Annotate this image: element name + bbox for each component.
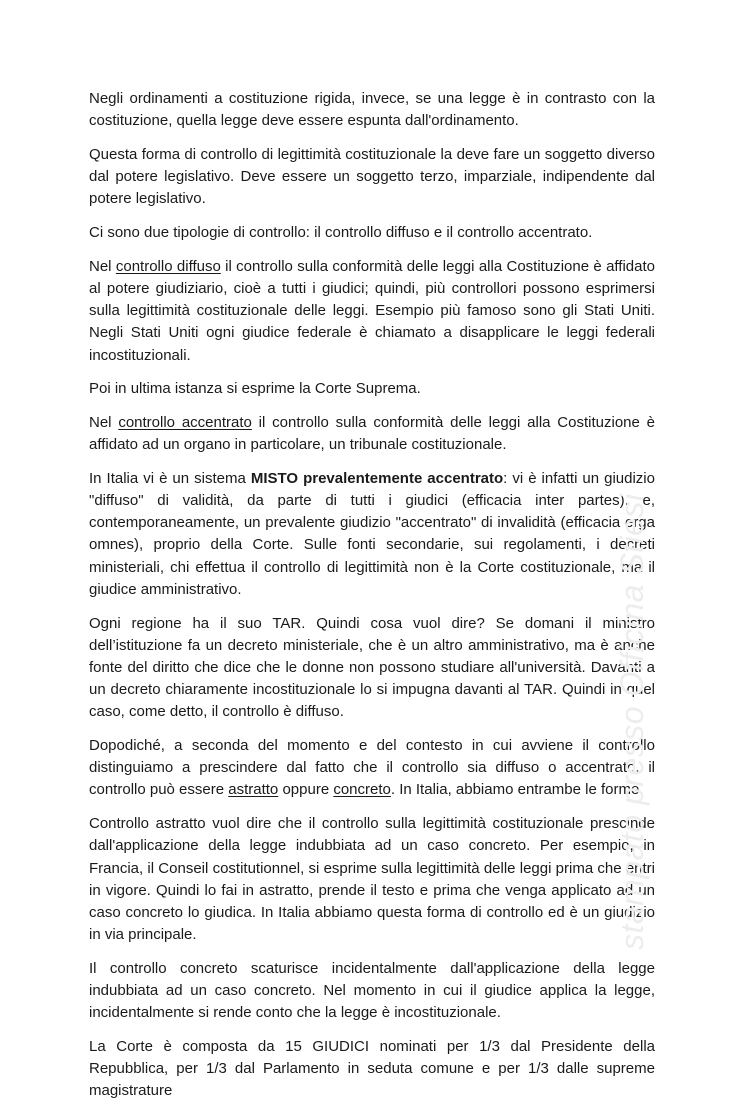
paragraph-italy-mixed-system [89,468,655,601]
paragraph-control-types: Ci sono due tipologie di controllo: il controllo diffuso e il controllo accentrato. [89,224,593,242]
paragraph-abstract-concrete [89,735,655,802]
watermark: stampato presso Officina Stiesi [614,493,650,950]
paragraph-diffuse-control [89,256,655,367]
text-segment: il controllo sulla conformità delle leggi alla Costituzione è affidato ad un organo in particolare, un tribunale costituzionale. [89,413,655,454]
paragraph-centralized-control [89,412,655,456]
term-misto-accentrato: MISTO prevalentemente accentrato [250,469,504,487]
paragraph-concrete-control: Il controllo concreto scaturisce incidentalmente dall'applicazione della legge indubbiata ad un caso concreto. Nel momento in cui il giudice applica la legge, incidentalmente si rende conto che la legge è incostituzionale. [89,959,655,1022]
text-segment: In Italia vi è un sistema [89,469,251,487]
text-segment: : vi è infatti un giudizio "diffuso" di validità, da parte di tutti i giudici (efficacia inter partes), e, contemporaneamente, un prevalente giudizio "accentrato" di invalidità (efficacia erga omnes), proprio della Corte. Sulle fonti secondarie, sui regolamenti, i decreti ministeriali, chi effettua il controllo di legittimità non è la Corte costituzionale, ma il giudice amministrativo. [89,469,655,598]
term-concreto: concreto [333,781,391,799]
term-astratto: astratto [228,781,279,799]
text-segment: Nel [89,257,116,275]
text-segment: Dopodiché, a seconda del momento e del contesto in cui avviene il controllo distinguiamo a prescindere dal fatto che il controllo sia diffuso o accentrato, il controllo può essere [89,737,655,799]
text-segment: Nel [89,413,119,431]
paragraph-tar: Ogni regione ha il suo TAR. Quindi cosa vuol dire? Se domani il ministro dell’istituzione fa un decreto ministeriale, che è un altro amministrativo, ma è anche fonte del diritto che dice che le donne non possono studiare all'università. Davanti a un decreto chiaramente incostituzionale lo si impugna davanti al TAR. Quindi in quel caso, come detto, il controllo è diffuso. [89,614,655,721]
text-segment: il controllo sulla conformità delle leggi alla Costituzione è affidato al potere giudiziario, cioè a tutti i giudici; quindi, più controllori possono esprimersi sulla legittimità costituzionale delle leggi. Esempio più famoso sono gli Stati Uniti. Negli Stati Uniti ogni giudice federale è chiamato a disapplicare le leggi federali incostituzionali. [89,257,655,364]
document-page [89,88,655,1114]
term-controllo-diffuso: controllo diffuso [115,257,221,275]
term-controllo-accentrato: controllo accentrato [118,413,252,431]
paragraph-abstract-control: Controllo astratto vuol dire che il controllo sulla legittimità costituzionale prescinde dall'applicazione della legge indubbiata ad un caso concreto. Per esempio, in Francia, il Conseil costitutionnel, si esprime sulla legittimità delle leggi prima che entri in vigore. Quindi lo fai in astratto, prende il testo e prima che venga applicato ad un caso concreto lo giudica. In Italia abbiamo questa forma di controllo ed è un giudizio in via principale. [89,815,655,944]
text-segment: . In Italia, abbiamo entrambe le forme. [390,781,644,799]
paragraph-court-composition: La Corte è composta da 15 GIUDICI nominati per 1/3 dal Presidente della Repubblica, per 1/3 dal Parlamento in seduta comune e per 1/3 dalle supreme magistrature [89,1038,655,1100]
text-segment: oppure [278,781,334,799]
paragraph-supreme-court: Poi in ultima istanza si esprime la Corte Suprema. [89,380,421,398]
paragraph-control-subject: Questa forma di controllo di legittimità costituzionale la deve fare un soggetto diverso dal potere legislativo. Deve essere un soggetto terzo, imparziale, indipendente dal potere legislativo. [89,145,655,208]
paragraph-rigid-constitution: Negli ordinamenti a costituzione rigida, invece, se una legge è in contrasto con la costituzione, quella legge deve essere espunta dall'ordinamento. [89,90,655,130]
